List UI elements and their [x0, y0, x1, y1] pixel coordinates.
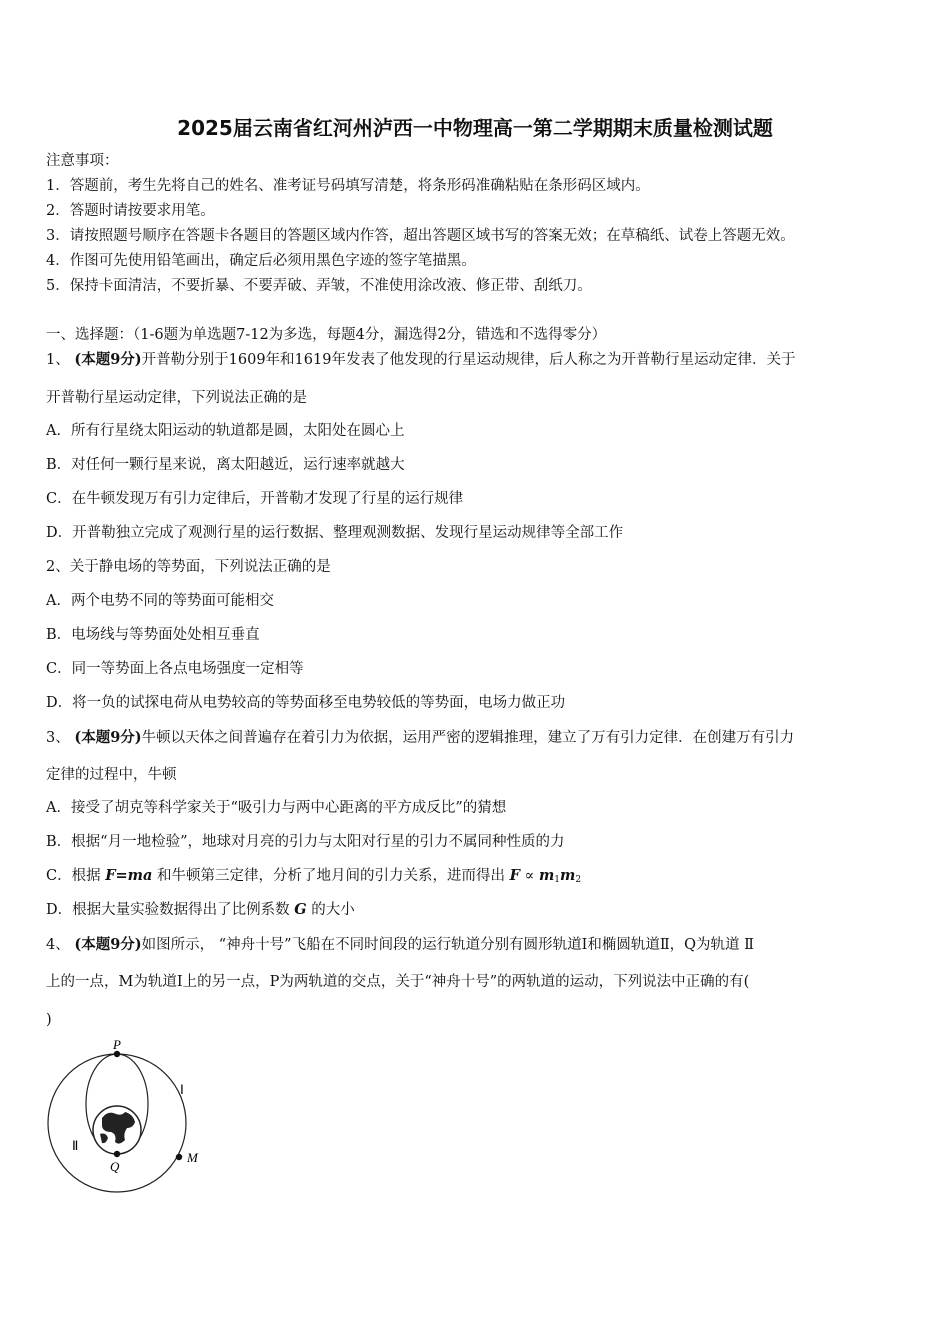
- notice-item: 4．作图可先使用铅笔画出，确定后必须用黑色字迹的签字笔描黑。: [46, 253, 476, 269]
- option-text: 和牛顿第三定律，分析了地月间的引力关系，进而得出: [152, 868, 510, 884]
- orbit-diagram: [44, 1038, 214, 1208]
- question-3-option-b: B．根据“月一地检验”，地球对月亮的引力与太阳对行星的引力不属同种性质的力: [46, 834, 565, 850]
- notice-heading: 注意事项：: [46, 153, 119, 169]
- question-2-option-d: D．将一负的试探电荷从电势较高的等势面移至电势较低的等势面，电场力做正功: [46, 695, 566, 711]
- question-number: 4、: [46, 937, 70, 953]
- question-1-option-d: D．开普勒独立完成了观测行星的运行数据、整理观测数据、发现行星运动规律等全部工作: [46, 525, 624, 541]
- formula-f: F: [509, 867, 520, 884]
- question-4-stem-cont: 上的一点，M为轨道Ⅰ上的另一点，P为两轨道的交点，关于“神舟十号”的两轨道的运动，下列说法中正确的有(: [46, 974, 750, 990]
- option-text: 的大小: [306, 902, 355, 918]
- question-2-option-c: C．同一等势面上各点电场强度一定相等: [46, 661, 304, 677]
- question-1-option-a: A．所有行星绕太阳运动的轨道都是圆，太阳处在圆心上: [46, 423, 405, 439]
- formula-m2: m: [560, 867, 576, 884]
- formula-g: G: [294, 901, 307, 918]
- question-2-option-a: A．两个电势不同的等势面可能相交: [46, 593, 274, 609]
- option-text: D．根据大量实验数据得出了比例系数: [46, 902, 295, 918]
- question-tag: (本题9分): [74, 729, 142, 746]
- question-4-stem: [46, 935, 916, 955]
- section-heading: 一、选择题：（1-6题为单选题7-12为多选，每题4分，漏选得2分，错选和不选得零分）: [46, 327, 607, 343]
- question-2-stem: 2、关于静电场的等势面，下列说法正确的是: [46, 559, 331, 575]
- question-tag: (本题9分): [74, 936, 142, 953]
- point-m-dot: [176, 1154, 182, 1160]
- question-1-option-b: B．对任何一颗行星来说，离太阳越近，运行速率就越大: [46, 457, 405, 473]
- question-text: 牛顿以天体之间普遍存在着引力为依据，运用严密的逻辑推理，建立了万有引力定律．在创建万有引力: [141, 730, 795, 746]
- question-2-option-b: B．电场线与等势面处处相互垂直: [46, 627, 260, 643]
- question-3-option-c: [46, 866, 916, 890]
- question-3-stem-cont: 定律的过程中，牛顿: [46, 767, 177, 783]
- label-orbit-1: Ⅰ: [180, 1082, 184, 1097]
- question-1-option-c: C．在牛顿发现万有引力定律后，开普勒才发现了行星的运行规律: [46, 491, 464, 507]
- question-text: 开普勒分别于1609年和1619年发表了他发现的行星运动规律，后人称之为开普勒行星运动定律．关于: [141, 352, 796, 368]
- notice-item: 2．答题时请按要求用笔。: [46, 203, 215, 219]
- question-3-stem: [46, 728, 916, 748]
- notice-item: 1．答题前，考生先将自己的姓名、准考证号码填写清楚，将条形码准确粘贴在条形码区域内。: [46, 178, 650, 194]
- subscript-1: 1: [554, 875, 561, 885]
- question-number: 3、: [46, 730, 70, 746]
- label-orbit-2: Ⅱ: [72, 1138, 79, 1153]
- label-p: P: [113, 1038, 121, 1052]
- point-q-dot: [114, 1151, 120, 1157]
- question-number: 1、: [46, 352, 70, 368]
- formula: F=ma: [105, 867, 153, 884]
- question-3-option-a: A．接受了胡克等科学家关于“吸引力与两中心距离的平方成反比”的猜想: [46, 800, 507, 816]
- page-title: 2025届云南省红河州泸西一中物理高一第二学期期末质量检测试题: [177, 116, 773, 140]
- notice-item: 5．保持卡面清洁，不要折暴、不要弄破、弄皱，不准使用涂改液、修正带、刮纸刀。: [46, 278, 592, 294]
- label-q: Q: [110, 1159, 120, 1174]
- formula-m1: m: [538, 867, 555, 884]
- notice-item: 3．请按照题号顺序在答题卡各题目的答题区域内作答，超出答题区域书写的答案无效；在草稿纸、试卷上答题无效。: [46, 228, 795, 244]
- question-3-option-d: [46, 900, 916, 920]
- question-text: 如图所示， “神舟十号”飞船在不同时间段的运行轨道分别有圆形轨道Ⅰ和椭圆轨道Ⅱ，Q为轨道 Ⅱ: [141, 937, 755, 953]
- question-tag: (本题9分): [74, 351, 142, 368]
- subscript-2: 2: [575, 875, 582, 885]
- option-text: C．根据: [46, 868, 106, 884]
- proportional-symbol: ∝: [519, 868, 539, 884]
- label-m: M: [187, 1150, 198, 1165]
- question-4-stem-end: ): [46, 1012, 52, 1028]
- question-1-stem-cont: 开普勒行星运动定律，下列说法正确的是: [46, 390, 307, 406]
- question-1-stem: [46, 350, 916, 370]
